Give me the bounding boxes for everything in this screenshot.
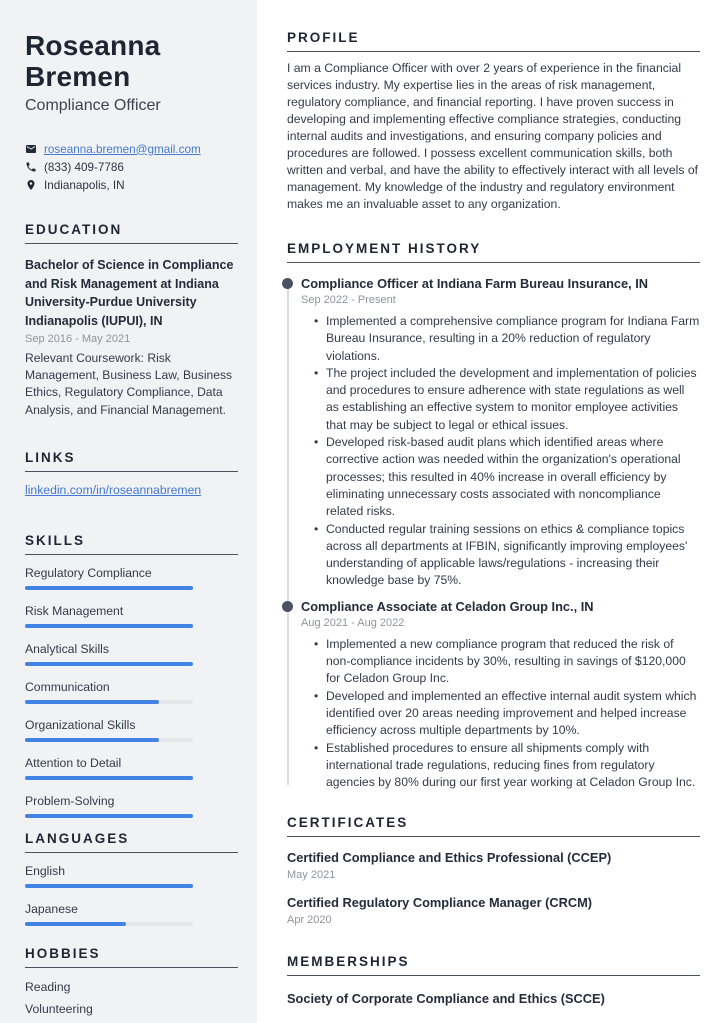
- meter-track: [25, 662, 193, 666]
- main-column: [257, 0, 724, 1023]
- job-bullet: • Implemented a new compliance program that reduced the risk of non-compliance incidents by 30%, resulting in savings of $120,000 for Celadon Group Inc.: [301, 636, 700, 688]
- phone-icon: [25, 161, 37, 173]
- education-heading: EDUCATION: [25, 222, 238, 244]
- contact-phone-row: [25, 158, 238, 176]
- meter-label: Attention to Detail: [25, 755, 122, 770]
- job-dates: Sep 2022 - Present: [301, 294, 396, 306]
- job-bullet: • The project included the development and implementation of policies and procedures to ensure adherence with state regulations as well as establishing an effective system to monitor employee activities that may be subject to legal or ethical issues.: [301, 365, 700, 434]
- email-icon: [25, 143, 37, 155]
- job-bullet: • Established procedures to ensure all shipments comply with international trade regulations, reducing fines from regulatory agencies by 80% during our first year working at Celadon Group Inc.: [301, 740, 700, 792]
- meter-label: Communication: [25, 679, 110, 694]
- person-job-title: Compliance Officer: [25, 97, 161, 114]
- hobby-item: Reading: [25, 979, 71, 994]
- meter-fill: [25, 738, 159, 742]
- hobbies-section: [25, 946, 238, 1021]
- job-title: Compliance Associate at Celadon Group Inc., IN: [301, 598, 594, 614]
- profile-text: I am a Compliance Officer with over 2 years of experience in the financial services industry. My expertise lies in the areas of risk management, regulatory compliance, and financial reporting. I have proven success in developing and implementing effective compliance strategies, conducting internal audits and investigations, and ensuring company policies and procedures are followed. I possess excellent communication skills, both written and verbal, and have the ability to effectively interact with all levels of management. My knowledge of the industry and regulatory environment makes me an invaluable asset to any organization.: [287, 61, 698, 211]
- meter-fill: [25, 814, 193, 818]
- links-heading: LINKS: [25, 450, 238, 472]
- timeline-line: [287, 285, 289, 785]
- email-link[interactable]: roseanna.bremen@gmail.com: [44, 142, 201, 156]
- timeline-dot-icon: [282, 601, 293, 612]
- meter-track: [25, 776, 193, 780]
- link-item: [25, 482, 238, 498]
- certificates-list: [287, 849, 700, 928]
- meter-track: [25, 700, 193, 704]
- skills-section: [25, 533, 238, 818]
- hobbies-list: [25, 976, 238, 1021]
- job-entry: [301, 598, 700, 792]
- meter-label: English: [25, 863, 65, 878]
- certificate-item: [287, 894, 700, 928]
- meter-label: Organizational Skills: [25, 717, 136, 732]
- meter-track: [25, 922, 193, 926]
- meter-fill: [25, 624, 193, 628]
- skills-list: [25, 565, 238, 818]
- education-dates: Sep 2016 - May 2021: [25, 333, 131, 345]
- timeline-dot-icon: [282, 278, 293, 289]
- job-dates: Aug 2021 - Aug 2022: [301, 616, 405, 629]
- hobby-item: Volunteering: [25, 1002, 93, 1017]
- meter-fill: [25, 662, 193, 666]
- phone-number: (833) 409-7786: [44, 160, 124, 174]
- meter-item: [25, 793, 238, 818]
- memberships-section: [287, 954, 700, 1007]
- meter-track: [25, 624, 193, 628]
- job-bullets: [301, 636, 700, 792]
- certificate-title: Certified Regulatory Compliance Manager (CRCM): [287, 895, 593, 911]
- meter-item: [25, 679, 238, 704]
- meter-fill: [25, 922, 126, 926]
- meter-label: Problem-Solving: [25, 793, 115, 808]
- meter-label: Risk Management: [25, 603, 124, 618]
- person-name: Roseanna Bremen: [25, 30, 161, 92]
- meter-fill: [25, 776, 193, 780]
- meter-fill: [25, 700, 159, 704]
- employment-jobs: [301, 275, 700, 791]
- job-entry: [301, 275, 700, 590]
- certificates-section: [287, 815, 700, 928]
- job-title: Compliance Officer at Indiana Farm Bureau Insurance, IN: [301, 276, 649, 291]
- meter-track: [25, 814, 193, 818]
- skills-heading: SKILLS: [25, 533, 238, 555]
- job-bullets: [301, 313, 700, 590]
- employment-heading: EMPLOYMENT HISTORY: [287, 241, 700, 263]
- meter-item: [25, 565, 238, 590]
- meter-track: [25, 884, 193, 888]
- membership-item: Society of Corporate Compliance and Ethics (SCCE): [287, 991, 605, 1007]
- certificates-heading: CERTIFICATES: [287, 815, 700, 837]
- meter-track: [25, 738, 193, 742]
- hobbies-heading: HOBBIES: [25, 946, 238, 968]
- memberships-list: [287, 990, 700, 1007]
- sidebar: [0, 0, 257, 1023]
- languages-list: [25, 863, 238, 926]
- profile-section: [287, 30, 700, 213]
- meter-fill: [25, 586, 193, 590]
- linkedin-link[interactable]: linkedin.com/in/roseannabremen: [25, 482, 202, 497]
- location-text: Indianapolis, IN: [44, 178, 125, 192]
- education-coursework: Relevant Coursework: Risk Management, Business Law, Business Ethics, Regulatory Compliance, Data Analysis, and Financial Management.: [25, 351, 233, 417]
- contact-block: [25, 140, 238, 194]
- links-section: [25, 450, 238, 498]
- employment-section: [287, 241, 700, 791]
- meter-fill: [25, 884, 193, 888]
- languages-section: [25, 831, 238, 926]
- meter-item: [25, 755, 238, 780]
- meter-item: [25, 901, 238, 926]
- location-pin-icon: [25, 179, 37, 191]
- contact-location-row: [25, 176, 238, 194]
- languages-heading: LANGUAGES: [25, 831, 238, 853]
- meter-item: [25, 603, 238, 628]
- job-bullet: • Developed risk-based audit plans which identified areas where corrective action was needed within the organization's operational processes; this resulted in 40% increase in overall efficiency by eliminating unnecessary costs associated with noncompliance related risks.: [301, 434, 700, 520]
- profile-heading: PROFILE: [287, 30, 700, 52]
- education-section: [25, 222, 238, 419]
- memberships-heading: MEMBERSHIPS: [287, 954, 700, 976]
- meter-item: [25, 863, 238, 888]
- meter-item: [25, 641, 238, 666]
- certificate-date: Apr 2020: [287, 914, 332, 927]
- certificate-title: Certified Compliance and Ethics Professional (CCEP): [287, 850, 612, 866]
- education-degree: Bachelor of Science in Compliance and Risk Management at Indiana University-Purdue University Indianapolis (IUPUI), IN: [25, 258, 234, 328]
- job-bullet: • Developed and implemented an effective internal audit system which identified over 20 areas needing improvement and helped increase efficiency across multiple departments by 10%.: [301, 688, 700, 740]
- meter-label: Analytical Skills: [25, 641, 109, 656]
- meter-track: [25, 586, 193, 590]
- contact-email-row: [25, 140, 238, 158]
- meter-item: [25, 717, 238, 742]
- certificate-item: [287, 849, 700, 883]
- job-bullet: • Conducted regular training sessions on ethics & compliance topics across all departments at IFBIN, significantly improving employees' understanding of applicable laws/regulations - increasing their knowledge base by 75%.: [301, 521, 700, 590]
- meter-label: Japanese: [25, 901, 78, 916]
- certificate-date: May 2021: [287, 869, 336, 882]
- job-bullet: • Implemented a comprehensive compliance program for Indiana Farm Bureau Insurance, resulting in a 20% reduction of regulatory violations.: [301, 313, 700, 365]
- meter-label: Regulatory Compliance: [25, 565, 152, 580]
